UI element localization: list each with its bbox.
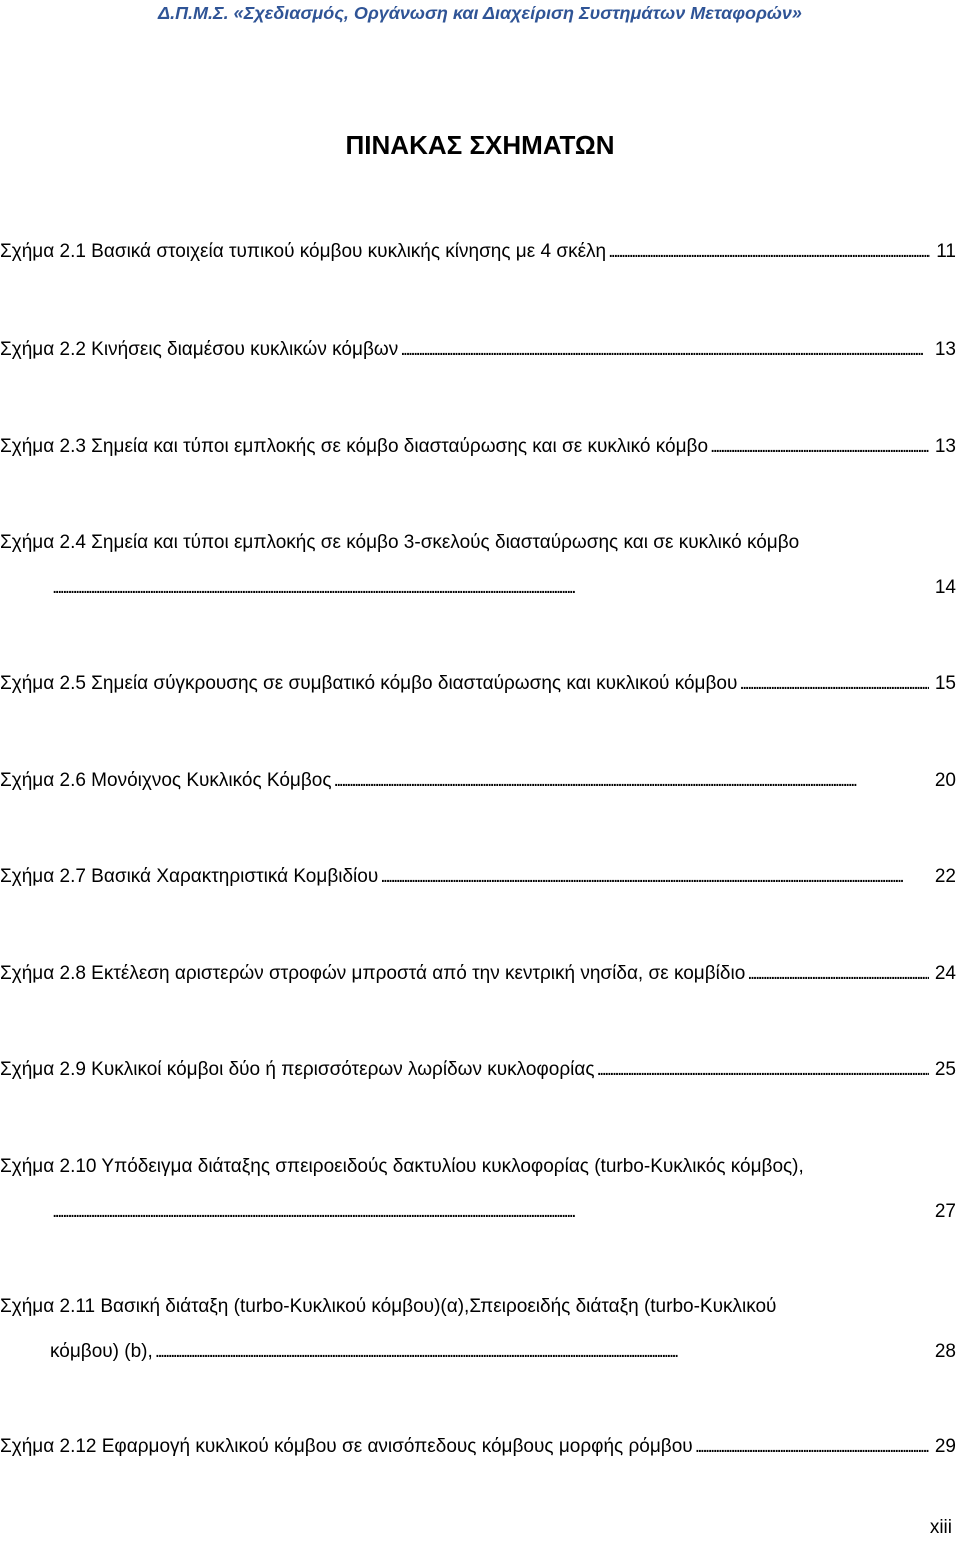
toc-entry[interactable] — [0, 862, 956, 892]
toc-entry[interactable] — [0, 1292, 956, 1367]
toc-entry[interactable] — [0, 1152, 956, 1227]
entry-text: Σχήμα 2.2 Κινήσεις διαμέσου κυκλικών κόμβων — [0, 339, 399, 360]
toc-entry[interactable] — [0, 237, 956, 267]
entry-text: Σχήμα 2.8 Εκτέλεση αριστερών στροφών μπροστά από την κεντρική νησίδα, σε κομβίδιο — [0, 963, 746, 984]
entry-page: 11 — [936, 241, 956, 262]
leader-dots — [739, 669, 928, 699]
entry-text: Σχήμα 2.7 Βασικά Χαρακτηριστικά Κομβιδίου — [0, 866, 379, 887]
toc-entry[interactable] — [0, 1432, 956, 1462]
entry-text: Σχήμα 2.6 Μονόιχνος Κυκλικός Κόμβος — [0, 770, 332, 791]
toc-entry[interactable] — [0, 335, 956, 365]
leader-dots — [334, 766, 929, 796]
toc-entry[interactable] — [0, 766, 956, 796]
leader-dots — [597, 1055, 929, 1085]
entry-text: Σχήμα 2.9 Κυκλικοί κόμβοι δύο ή περισσότερων λωρίδων κυκλοφορίας — [0, 1059, 595, 1080]
entry-page: 27 — [934, 1201, 956, 1222]
entry-text-continued: κόμβου) (b), — [50, 1341, 153, 1362]
leader-dots — [52, 573, 929, 603]
leader-dots — [380, 862, 929, 892]
entry-text: Σχήμα 2.10 Υπόδειγμα διάταξης σπειροειδούς δακτυλίου κυκλοφορίας (turbo-Κυκλικός κόμβος), — [0, 1156, 804, 1177]
entry-page: 14 — [934, 577, 956, 598]
entry-page: 22 — [934, 866, 956, 887]
entry-page: 20 — [934, 770, 956, 791]
entry-text: Σχήμα 2.4 Σημεία και τύποι εμπλοκής σε κόμβο 3-σκελούς διασταύρωσης και σε κυκλικό κόμβο — [0, 532, 800, 553]
page-title: ΠΙΝΑΚΑΣ ΣΧΗΜΑΤΩΝ — [345, 130, 615, 160]
entry-page: 25 — [934, 1059, 956, 1080]
leader-dots — [155, 1337, 929, 1367]
leader-dots — [608, 237, 930, 267]
leader-dots — [710, 432, 929, 462]
entry-page: 29 — [934, 1436, 956, 1457]
toc-entry[interactable] — [0, 1055, 956, 1085]
entry-text: Σχήμα 2.5 Σημεία σύγκρουσης σε συμβατικό κόμβο διασταύρωσης και κυκλικού κόμβου — [0, 673, 738, 694]
entry-text: Σχήμα 2.11 Βασική διάταξη (turbo-Κυκλικού κόμβου)(α),Σπειροειδής διάταξη (turbo-Κυκλικού — [0, 1296, 777, 1317]
toc-entry[interactable] — [0, 432, 956, 462]
entry-text: Σχήμα 2.1 Βασικά στοιχεία τυπικού κόμβου κυκλικής κίνησης με 4 σκέλη — [0, 241, 607, 262]
running-header: Δ.Π.Μ.Σ. «Σχεδιασμός, Οργάνωση και Διαχείριση Συστημάτων Μεταφορών» — [158, 3, 802, 23]
entry-text: Σχήμα 2.12 Εφαρμογή κυκλικού κόμβου σε ανισόπεδους κόμβους μορφής ρόμβου — [0, 1436, 693, 1457]
entry-page: 15 — [934, 673, 956, 694]
entry-text: Σχήμα 2.3 Σημεία και τύποι εμπλοκής σε κόμβο διασταύρωσης και σε κυκλικό κόμβο — [0, 436, 709, 457]
entry-page: 28 — [934, 1341, 956, 1362]
leader-dots — [747, 959, 929, 989]
entry-page: 13 — [934, 339, 956, 360]
page-number: xiii — [929, 1517, 952, 1538]
leader-dots — [400, 335, 929, 365]
entry-page: 24 — [934, 963, 956, 984]
leader-dots — [52, 1197, 929, 1227]
toc-entry[interactable] — [0, 528, 956, 603]
toc-entry[interactable] — [0, 959, 956, 989]
leader-dots — [695, 1432, 929, 1462]
entry-page: 13 — [934, 436, 956, 457]
toc-entry[interactable] — [0, 669, 956, 699]
